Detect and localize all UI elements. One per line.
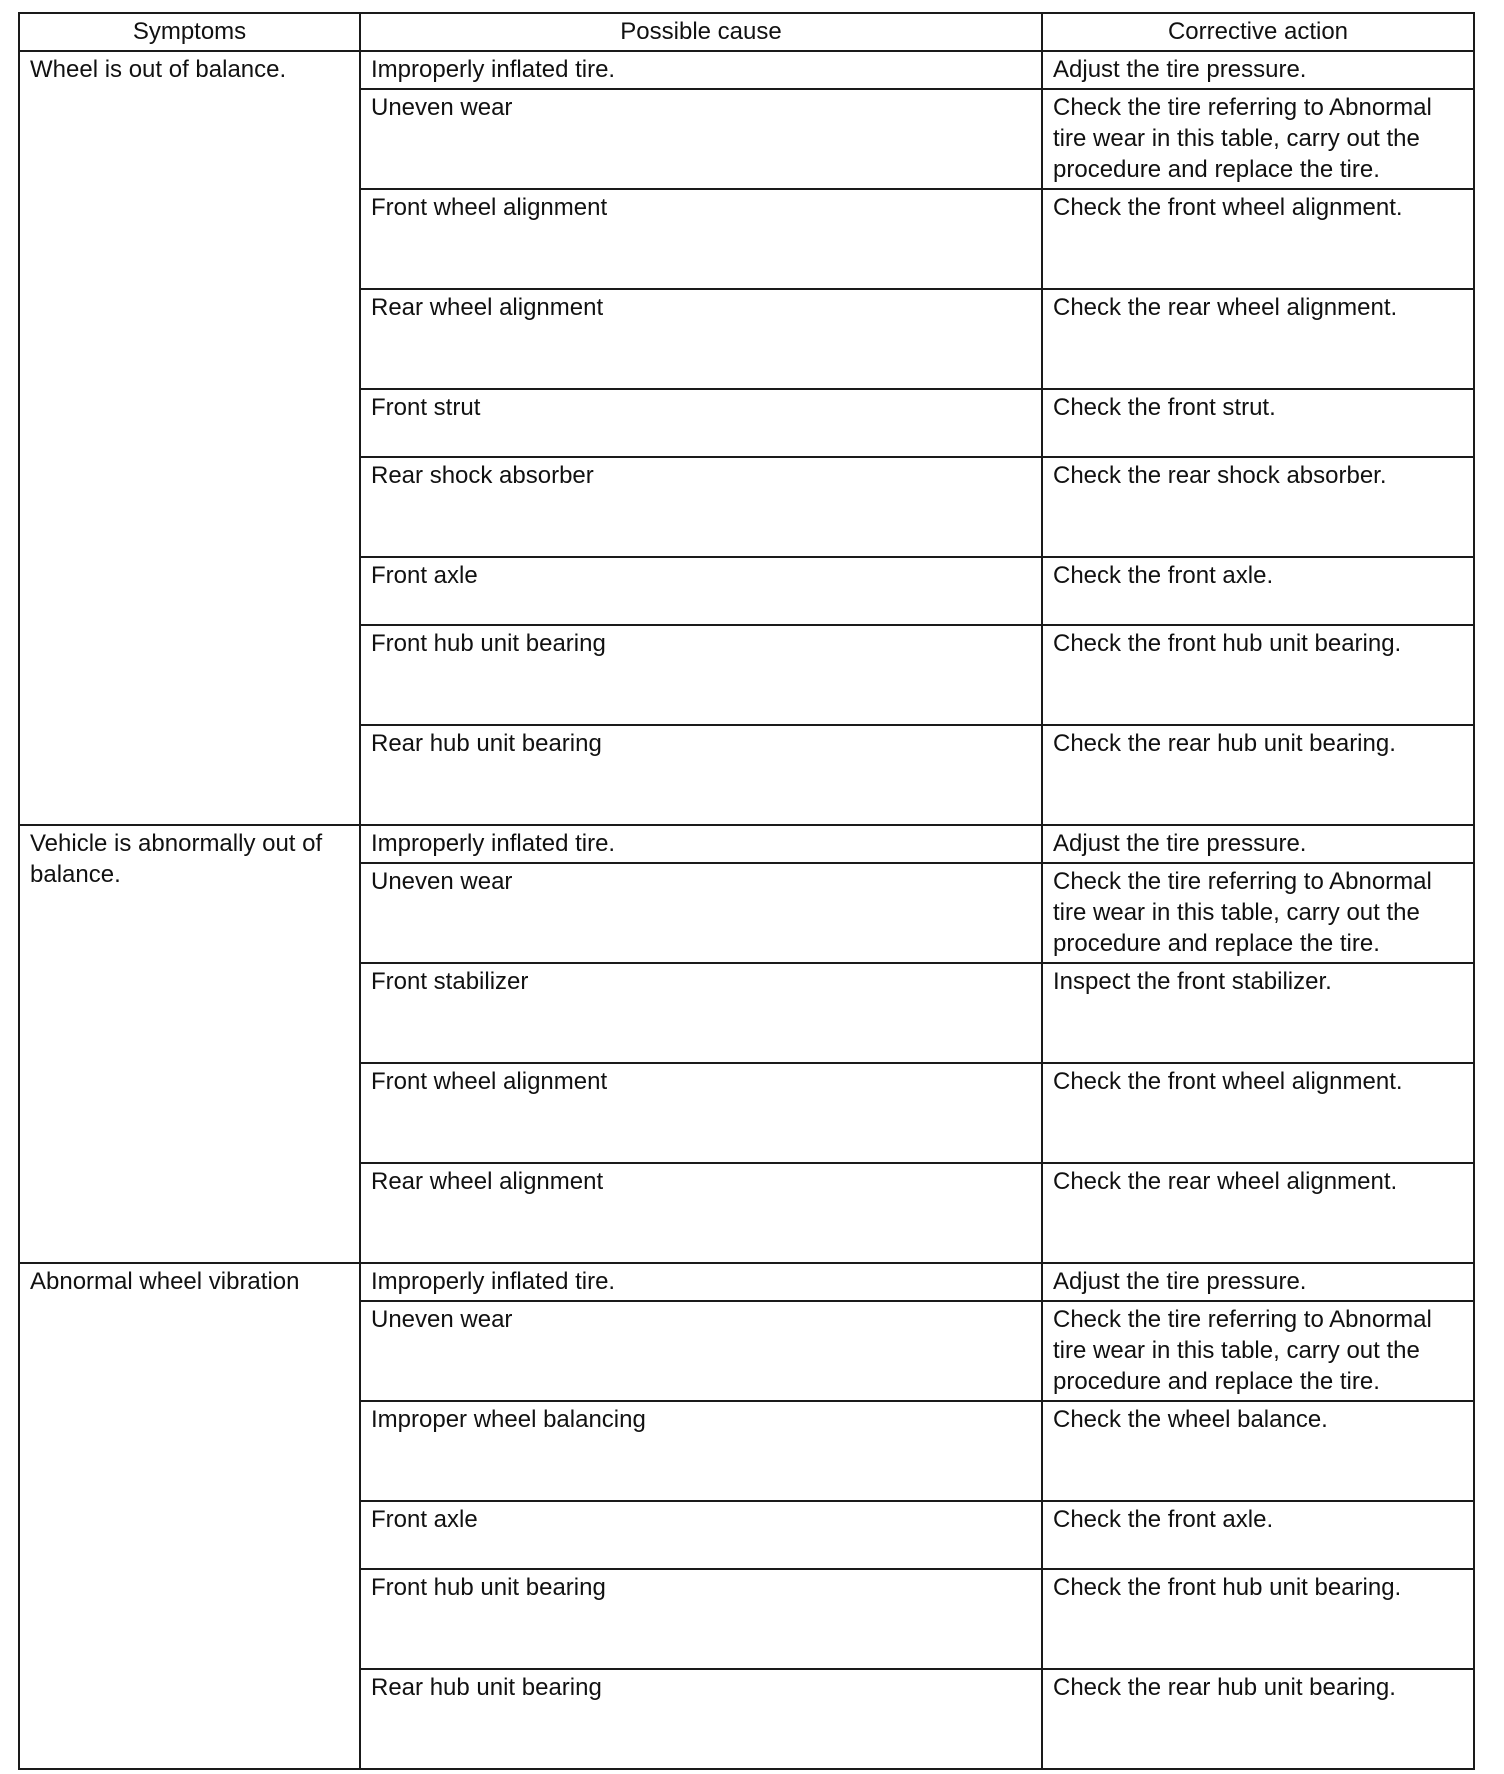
action-cell: Check the tire referring to Abnormal tire wear in this table, carry out the procedure and replace the tire. <box>1042 863 1474 963</box>
troubleshooting-table <box>18 12 1475 1770</box>
cause-cell: Front hub unit bearing <box>360 625 1042 725</box>
symptom-cell: Abnormal wheel vibration <box>19 1263 360 1769</box>
symptom-cell: Vehicle is abnormally out of balance. <box>19 825 360 1263</box>
cause-cell: Improper wheel balancing <box>360 1401 1042 1501</box>
action-cell: Inspect the front stabilizer. <box>1042 963 1474 1063</box>
cause-cell: Uneven wear <box>360 863 1042 963</box>
cause-cell: Improperly inflated tire. <box>360 825 1042 863</box>
action-cell: Check the rear hub unit bearing. <box>1042 725 1474 825</box>
cause-cell: Uneven wear <box>360 1301 1042 1401</box>
action-cell: Check the front axle. <box>1042 557 1474 625</box>
header-row <box>19 13 1474 51</box>
cause-cell: Rear wheel alignment <box>360 289 1042 389</box>
cause-cell: Rear wheel alignment <box>360 1163 1042 1263</box>
action-cell: Check the rear wheel alignment. <box>1042 289 1474 389</box>
cause-cell: Uneven wear <box>360 89 1042 189</box>
table-row <box>19 51 1474 89</box>
cause-cell: Rear shock absorber <box>360 457 1042 557</box>
cause-cell: Front wheel alignment <box>360 1063 1042 1163</box>
action-cell: Check the rear wheel alignment. <box>1042 1163 1474 1263</box>
action-cell: Check the tire referring to Abnormal tire wear in this table, carry out the procedure and replace the tire. <box>1042 89 1474 189</box>
header-symptoms: Symptoms <box>19 13 360 51</box>
table-row <box>19 1263 1474 1301</box>
header-corrective-action: Corrective action <box>1042 13 1474 51</box>
action-cell: Check the front axle. <box>1042 1501 1474 1569</box>
action-cell: Check the wheel balance. <box>1042 1401 1474 1501</box>
cause-cell: Improperly inflated tire. <box>360 51 1042 89</box>
action-cell: Check the tire referring to Abnormal tire wear in this table, carry out the procedure and replace the tire. <box>1042 1301 1474 1401</box>
table-row <box>19 825 1474 863</box>
cause-cell: Rear hub unit bearing <box>360 1669 1042 1769</box>
symptom-cell: Wheel is out of balance. <box>19 51 360 825</box>
action-cell: Adjust the tire pressure. <box>1042 51 1474 89</box>
cause-cell: Front axle <box>360 557 1042 625</box>
action-cell: Check the rear hub unit bearing. <box>1042 1669 1474 1769</box>
action-cell: Check the rear shock absorber. <box>1042 457 1474 557</box>
header-possible-cause: Possible cause <box>360 13 1042 51</box>
cause-cell: Front hub unit bearing <box>360 1569 1042 1669</box>
action-cell: Adjust the tire pressure. <box>1042 825 1474 863</box>
action-cell: Check the front hub unit bearing. <box>1042 625 1474 725</box>
action-cell: Check the front hub unit bearing. <box>1042 1569 1474 1669</box>
action-cell: Check the front wheel alignment. <box>1042 189 1474 289</box>
action-cell: Check the front wheel alignment. <box>1042 1063 1474 1163</box>
cause-cell: Rear hub unit bearing <box>360 725 1042 825</box>
cause-cell: Front strut <box>360 389 1042 457</box>
cause-cell: Front wheel alignment <box>360 189 1042 289</box>
action-cell: Check the front strut. <box>1042 389 1474 457</box>
cause-cell: Front stabilizer <box>360 963 1042 1063</box>
cause-cell: Improperly inflated tire. <box>360 1263 1042 1301</box>
action-cell: Adjust the tire pressure. <box>1042 1263 1474 1301</box>
cause-cell: Front axle <box>360 1501 1042 1569</box>
